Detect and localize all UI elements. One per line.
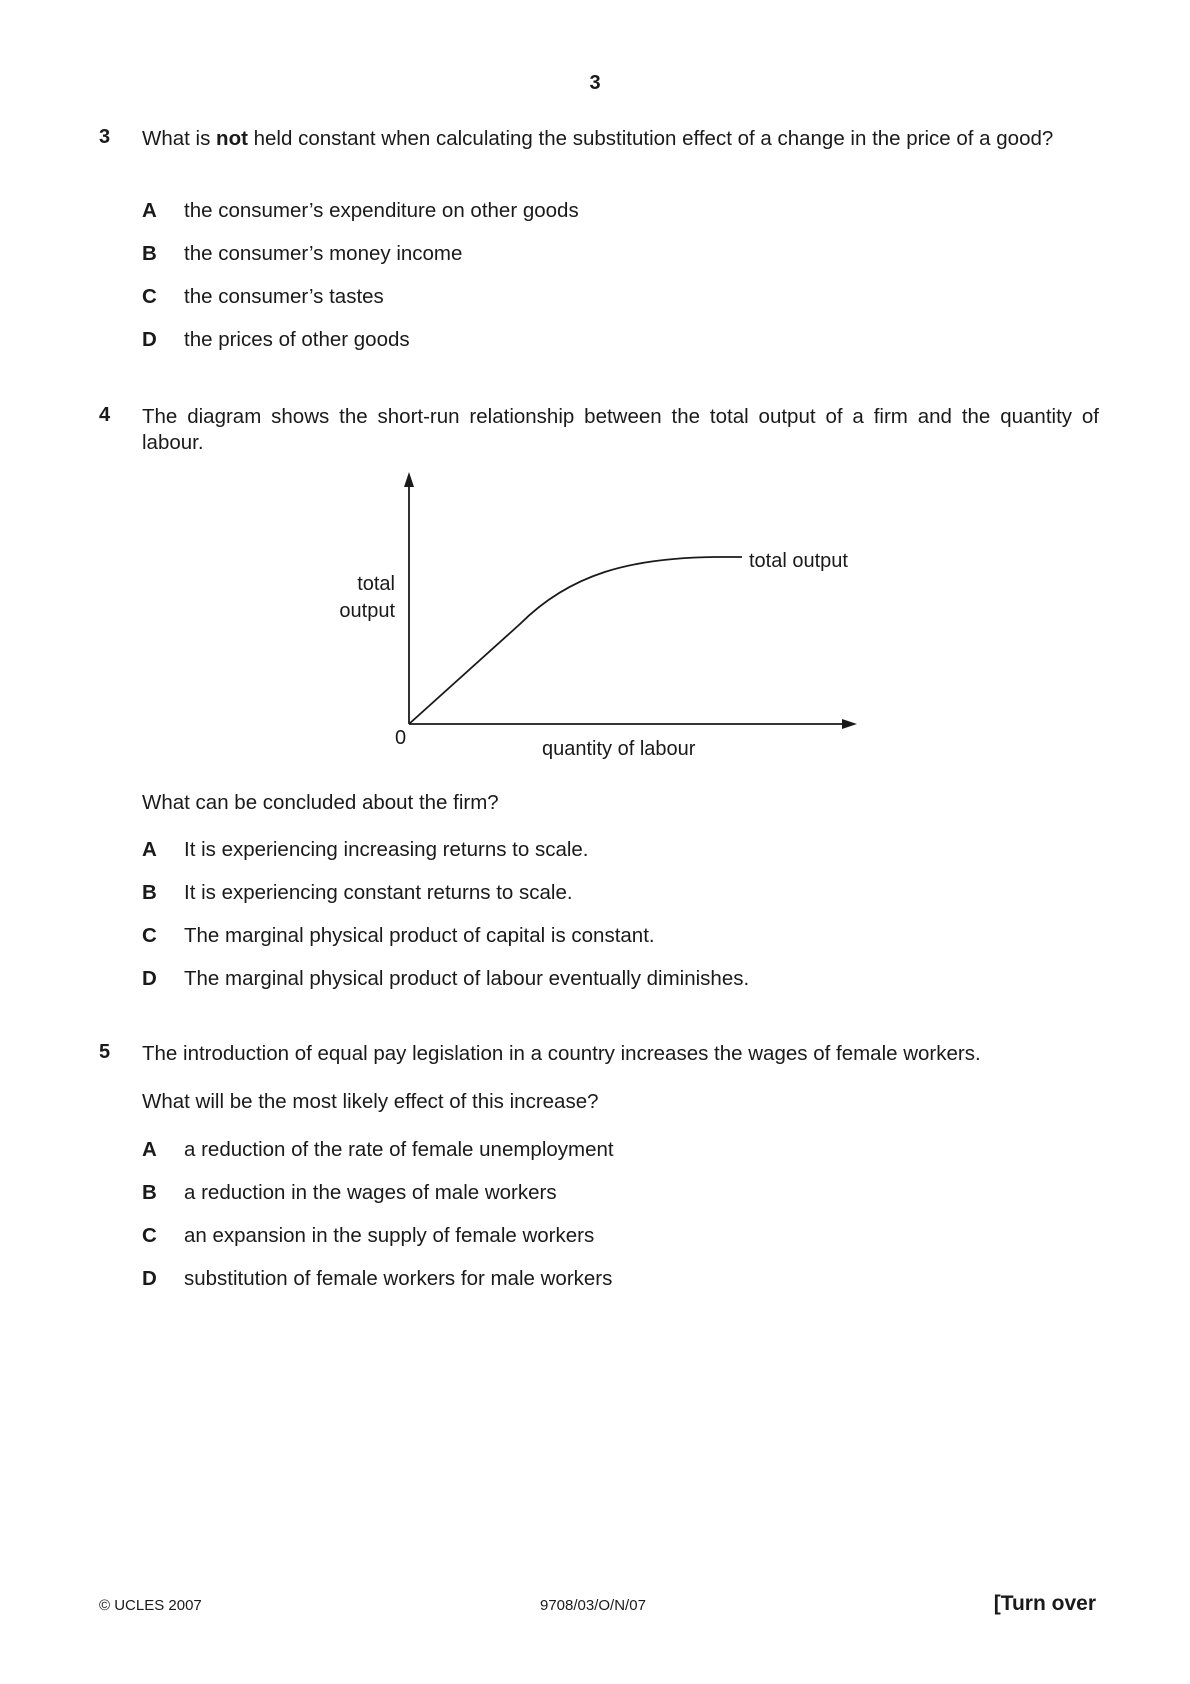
- option-letter: A: [142, 838, 157, 861]
- option-letter: A: [142, 199, 157, 222]
- question-4-number: 4: [99, 404, 111, 426]
- question-3-option-c: [142, 284, 384, 310]
- question-4-option-a: [142, 837, 589, 863]
- origin-label: 0: [395, 727, 407, 749]
- y-axis-label-line2: output: [339, 600, 395, 622]
- option-letter: B: [142, 242, 157, 265]
- footer-turn-over: [Turn over: [993, 1592, 1096, 1615]
- option-letter: C: [142, 1224, 157, 1247]
- question-5-text: The introduction of equal pay legislation in a country increases the wages of female workers.: [142, 1042, 981, 1065]
- question-5-option-d: [142, 1266, 612, 1292]
- option-text: the consumer’s tastes: [184, 285, 384, 308]
- question-3-number: 3: [99, 126, 111, 148]
- option-letter: D: [142, 1267, 157, 1290]
- question-3-text-start: What is: [142, 127, 217, 150]
- option-text: the prices of other goods: [184, 328, 410, 351]
- question-3-emphasis: not: [216, 127, 248, 150]
- option-letter: C: [142, 285, 157, 308]
- question-4-option-b: [142, 880, 573, 906]
- total-output-curve: [409, 557, 742, 724]
- question-5-option-c: [142, 1223, 594, 1249]
- page-number: 3: [589, 72, 601, 94]
- total-output-diagram: [0, 470, 1190, 770]
- footer-paper-code: 9708/03/O/N/07: [540, 1597, 646, 1614]
- option-text: substitution of female workers for male workers: [184, 1267, 613, 1290]
- question-5-follow-up: What will be the most likely effect of this increase?: [142, 1090, 599, 1113]
- option-text: an expansion in the supply of female workers: [184, 1224, 595, 1247]
- option-letter: B: [142, 1181, 157, 1204]
- option-letter: B: [142, 881, 157, 904]
- question-4-follow-up: What can be concluded about the firm?: [142, 791, 499, 814]
- question-5-option-a: [142, 1137, 614, 1163]
- option-letter: C: [142, 924, 157, 947]
- question-4-option-d: [142, 966, 749, 992]
- x-axis-label: quantity of labour: [542, 738, 696, 760]
- x-axis-arrowhead: [842, 719, 857, 729]
- y-axis-arrowhead: [404, 472, 414, 487]
- question-4-text: The diagram shows the short-run relationship between the total output of a firm and the quantity of labour.: [142, 405, 1099, 454]
- option-letter: D: [142, 967, 157, 990]
- option-letter: A: [142, 1138, 157, 1161]
- option-text: The marginal physical product of labour eventually diminishes.: [184, 967, 750, 990]
- question-3-text-end: held constant when calculating the substitution effect of a change in the price of a good?: [247, 127, 1054, 150]
- option-text: It is experiencing constant returns to scale.: [184, 881, 573, 904]
- question-3-text: [142, 126, 1099, 152]
- question-5-option-b: [142, 1180, 557, 1206]
- option-letter: D: [142, 328, 157, 351]
- option-text: The marginal physical product of capital is constant.: [184, 924, 655, 947]
- question-3-option-a: [142, 198, 579, 224]
- option-text: a reduction of the rate of female unemployment: [184, 1138, 614, 1161]
- footer-copyright: © UCLES 2007: [99, 1597, 202, 1614]
- y-axis-label-line1: total: [357, 573, 395, 595]
- question-4-option-c: [142, 923, 655, 949]
- option-text: the consumer’s money income: [184, 242, 463, 265]
- question-3-option-d: [142, 327, 410, 353]
- option-text: the consumer’s expenditure on other goods: [184, 199, 579, 222]
- option-text: a reduction in the wages of male workers: [184, 1181, 557, 1204]
- option-text: It is experiencing increasing returns to scale.: [184, 838, 589, 861]
- question-5-number: 5: [99, 1041, 111, 1063]
- curve-label: total output: [749, 550, 848, 572]
- question-3-option-b: [142, 241, 462, 267]
